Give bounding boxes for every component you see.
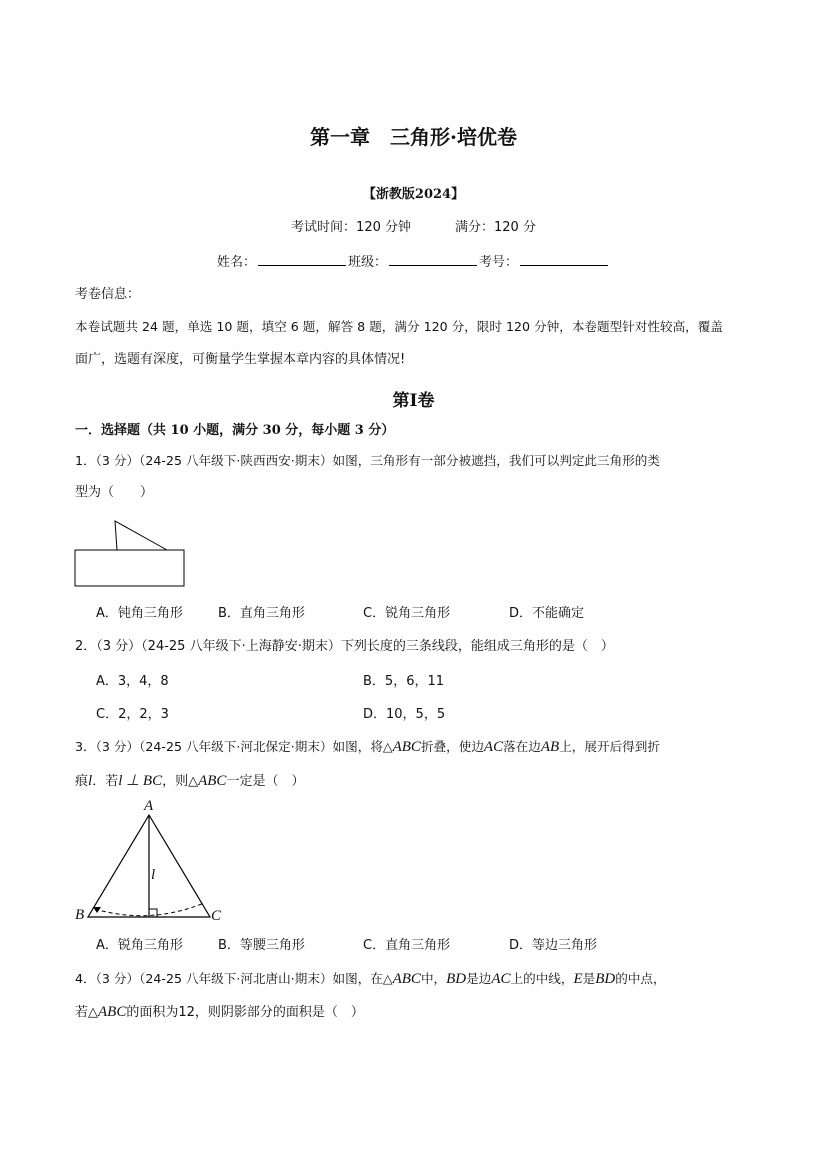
q2-option-b: B．5，6，11 — [363, 674, 445, 689]
text: 若△ — [75, 1005, 98, 1020]
vertex-c-label: C — [211, 908, 222, 924]
text: 是边 — [466, 971, 492, 986]
text: ．若 — [92, 774, 119, 789]
q3-figure — [88, 815, 210, 917]
edition: 【浙教版2024】 — [362, 187, 465, 202]
question-1-text: 1．（3 分）（24-25 八年级下·陕西西安·期末）如图，三角形有一部分被遮挡，我们可以判定此三角形的类 — [75, 453, 660, 468]
question-1-text: 型为（ ） — [75, 485, 154, 500]
q1-figure — [75, 521, 184, 586]
text: ，则△ — [162, 774, 199, 789]
volume-heading: 第Ⅰ卷 — [392, 391, 435, 411]
text: 折叠，使边 — [420, 739, 484, 754]
text: 是 — [582, 971, 596, 986]
text: 落在边 — [503, 739, 541, 754]
question-3-text — [75, 772, 304, 791]
question-4-text — [75, 1003, 364, 1022]
info-label: 考卷信息： — [75, 287, 141, 302]
number-label: 考号： — [479, 255, 519, 270]
page-title: 第一章 三角形·培优卷 — [310, 125, 517, 149]
text: 中， — [420, 971, 447, 986]
math: l — [88, 773, 93, 789]
q2-option-a: A．3，4，8 — [96, 674, 169, 689]
math: BD — [595, 971, 616, 987]
q2-option-c: C．2，2，3 — [96, 707, 169, 722]
math: ABC — [98, 1004, 127, 1020]
q1-option-b: B．直角三角形 — [218, 606, 305, 621]
math: l ⊥ BC — [118, 773, 163, 789]
math: AB — [540, 739, 560, 755]
name-label: 姓名： — [216, 255, 256, 270]
info-text: 本卷试题共 24 题，单选 10 题，填空 6 题，解答 8 题，满分 120 分，限时 120 分钟，本卷题型针对性较高，覆盖 — [75, 319, 723, 334]
text: 的中点， — [615, 971, 666, 986]
text: 4．（3 分）（24-25 八年级下·河北唐山·期末）如图，在△ — [75, 971, 393, 986]
math: ABC — [198, 773, 227, 789]
math: E — [573, 971, 583, 987]
class-label: 班级： — [347, 255, 387, 270]
text: 痕 — [75, 774, 89, 789]
q2-option-d: D．10，5，5 — [363, 707, 446, 722]
info-text: 面广，选题有深度，可衡量学生掌握本章内容的具体情况! — [75, 352, 406, 367]
text: 一定是（ ） — [226, 774, 305, 789]
exam-time: 考试时间：120 分钟 — [291, 220, 411, 235]
question-3-text — [75, 738, 660, 756]
math: ABC — [392, 739, 421, 755]
q3-option-c: C．直角三角形 — [363, 938, 451, 953]
text: 的面积为12，则阴影部分的面积是（ ） — [126, 1005, 364, 1020]
math: BD — [446, 971, 467, 987]
question-2-text: 2．（3 分）（24-25 八年级下·上海静安·期末）下列长度的三条线段，能组成三角形的是（ ） — [75, 639, 614, 654]
text: 上的中线， — [510, 971, 574, 986]
text: 上，展开后得到折 — [559, 739, 660, 754]
crease-l-label: l — [151, 867, 156, 883]
math: ABC — [392, 971, 421, 987]
q3-option-a: A．锐角三角形 — [96, 938, 183, 953]
q1-option-d: D．不能确定 — [509, 606, 585, 621]
vertex-a-label: A — [144, 798, 154, 814]
q1-option-c: C．锐角三角形 — [363, 606, 451, 621]
q1-option-a: A．钝角三角形 — [96, 606, 183, 621]
text: 3．（3 分）（24-25 八年级下·河北保定·期末）如图，将△ — [75, 739, 393, 754]
section-heading: 一．选择题（共 10 小题，满分 30 分，每小题 3 分） — [75, 423, 395, 438]
full-score: 满分：120 分 — [455, 220, 536, 235]
math: AC — [491, 971, 511, 987]
math: AC — [483, 739, 504, 755]
question-4-text — [75, 970, 666, 988]
q3-option-d: D．等边三角形 — [509, 938, 598, 953]
q3-option-b: B．等腰三角形 — [218, 938, 305, 953]
vertex-b-label: B — [75, 907, 85, 923]
